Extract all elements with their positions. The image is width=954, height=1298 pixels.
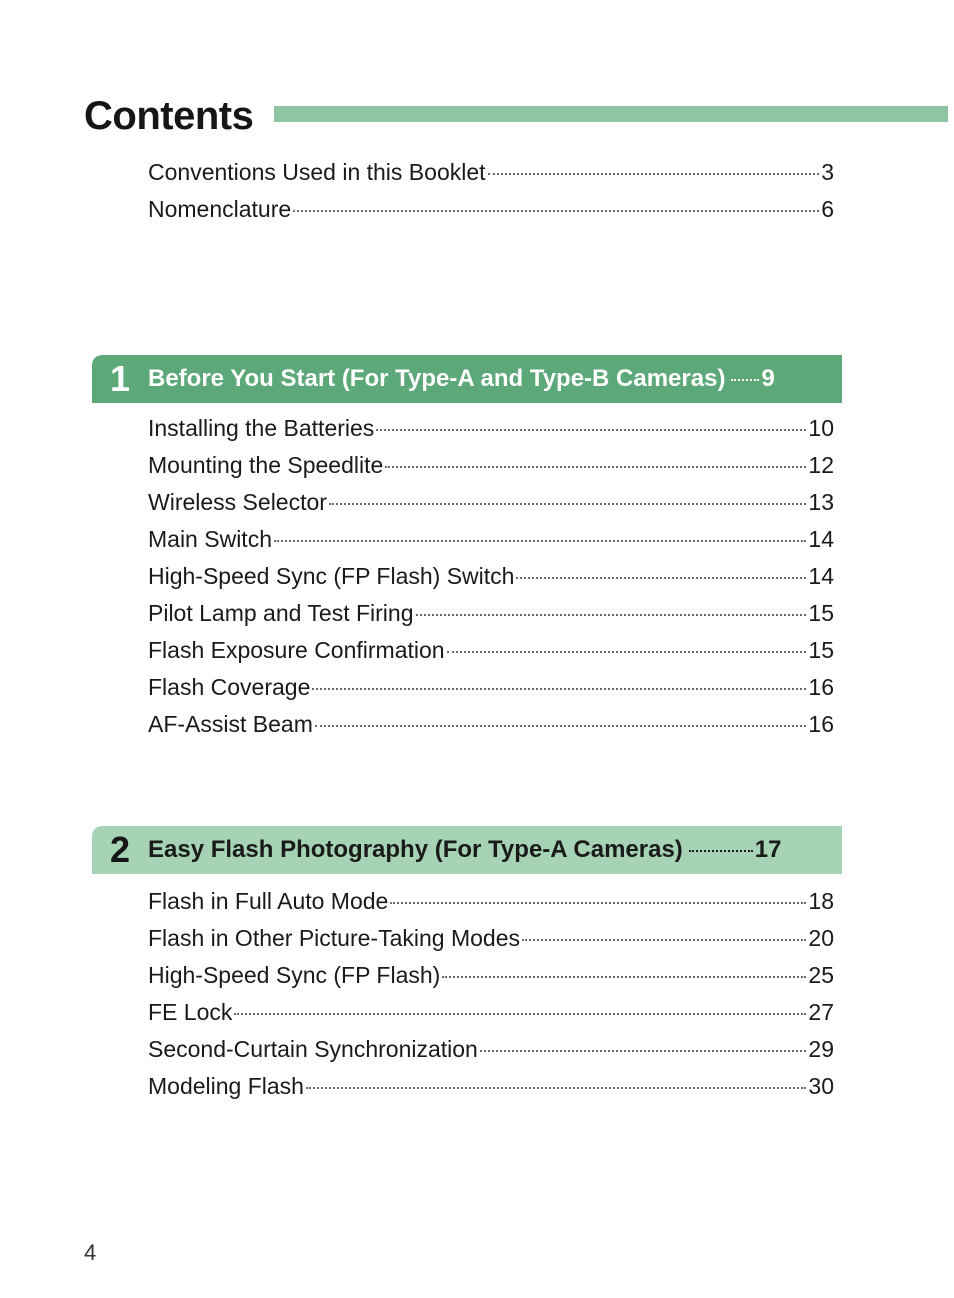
toc-entry[interactable] [148,994,834,1031]
dot-leader [385,465,806,468]
toc-entry-label: Main Switch [148,526,272,552]
toc-entry-page: 27 [808,999,834,1025]
dot-leader [516,576,806,579]
toc-entry-page: 15 [808,600,834,626]
dot-leader [731,378,759,381]
dot-leader [306,1086,806,1089]
chapter-title [148,836,842,864]
toc-entry[interactable] [148,706,834,743]
dot-leader [234,1012,806,1015]
chapter-page: 17 [754,836,782,863]
dot-leader [390,901,806,904]
dot-leader [376,428,806,431]
toc-entry-label: Mounting the Speedlite [148,452,384,478]
toc-entry-page: 14 [808,563,834,589]
toc-entry[interactable] [148,632,834,669]
toc-entry[interactable] [148,957,834,994]
chapter-number: 2 [109,829,131,870]
toc-entry-label: Modeling Flash [148,1073,304,1099]
toc-entry-page: 6 [821,196,834,222]
toc-entry[interactable] [148,484,834,521]
intro-list [148,154,834,228]
toc-entry-page: 20 [808,925,834,951]
chapter-2-list [148,883,834,1105]
chapter-title [148,365,842,393]
chapter-page: 9 [761,365,775,392]
dot-leader [315,724,807,727]
toc-entry-page: 16 [808,711,834,737]
toc-entry[interactable] [148,447,834,484]
toc-entry-label: Installing the Batteries [148,415,375,441]
toc-entry-nomenclature[interactable] [148,191,834,228]
dot-leader [442,975,806,978]
chapter-title-text: Easy Flash Photography (For Type-A Cameras) [148,836,683,863]
dot-leader [312,687,806,690]
toc-entry-label: Flash Exposure Confirmation [148,637,445,663]
toc-entry[interactable] [148,558,834,595]
dot-leader [274,539,806,542]
toc-entry-page: 29 [808,1036,834,1062]
dot-leader [416,613,807,616]
toc-entry[interactable] [148,1068,834,1105]
toc-entry-page: 10 [808,415,834,441]
toc-entry-page: 15 [808,637,834,663]
toc-entry-conventions[interactable] [148,154,834,191]
toc-entry-page: 12 [808,452,834,478]
toc-entry-label: Flash in Other Picture-Taking Modes [148,925,520,951]
toc-entry[interactable] [148,883,834,920]
toc-entry-label: High-Speed Sync (FP Flash) [148,962,441,988]
toc-entry-label: Wireless Selector [148,489,327,515]
dot-leader [293,209,819,212]
title-rule [274,106,948,122]
toc-entry[interactable] [148,920,834,957]
toc-entry-page: 13 [808,489,834,515]
chapter-title-text: Before You Start (For Type-A and Type-B Cameras) [148,365,726,392]
dot-leader [329,502,806,505]
toc-entry-page: 18 [808,888,834,914]
toc-entry-page: 30 [808,1073,834,1099]
toc-entry[interactable] [148,521,834,558]
toc-entry[interactable] [148,410,834,447]
toc-entry-label: Second-Curtain Synchronization [148,1036,478,1062]
dot-leader [689,849,753,852]
toc-entry[interactable] [148,1031,834,1068]
toc-entry-label: Conventions Used in this Booklet [148,159,486,185]
toc-entry-page: 16 [808,674,834,700]
toc-entry-label: Flash Coverage [148,674,311,700]
page-number: 4 [84,1240,97,1265]
chapter-2-header[interactable] [92,826,842,874]
toc-entry-page: 25 [808,962,834,988]
toc-entry-page: 3 [821,159,834,185]
toc-entry[interactable] [148,595,834,632]
page-title: Contents [84,94,254,138]
toc-entry-page: 14 [808,526,834,552]
toc-entry-label: High-Speed Sync (FP Flash) Switch [148,563,515,589]
dot-leader [522,938,806,941]
toc-entry-label: AF-Assist Beam [148,711,313,737]
toc-entry-label: Pilot Lamp and Test Firing [148,600,414,626]
chapter-1-header[interactable] [92,355,842,403]
toc-entry-label: FE Lock [148,999,233,1025]
chapter-number: 1 [109,358,131,399]
toc-entry-label: Flash in Full Auto Mode [148,888,389,914]
dot-leader [488,172,820,175]
dot-leader [447,650,807,653]
chapter-1-list [148,410,834,743]
toc-entry[interactable] [148,669,834,706]
toc-entry-label: Nomenclature [148,196,292,222]
dot-leader [480,1049,807,1052]
